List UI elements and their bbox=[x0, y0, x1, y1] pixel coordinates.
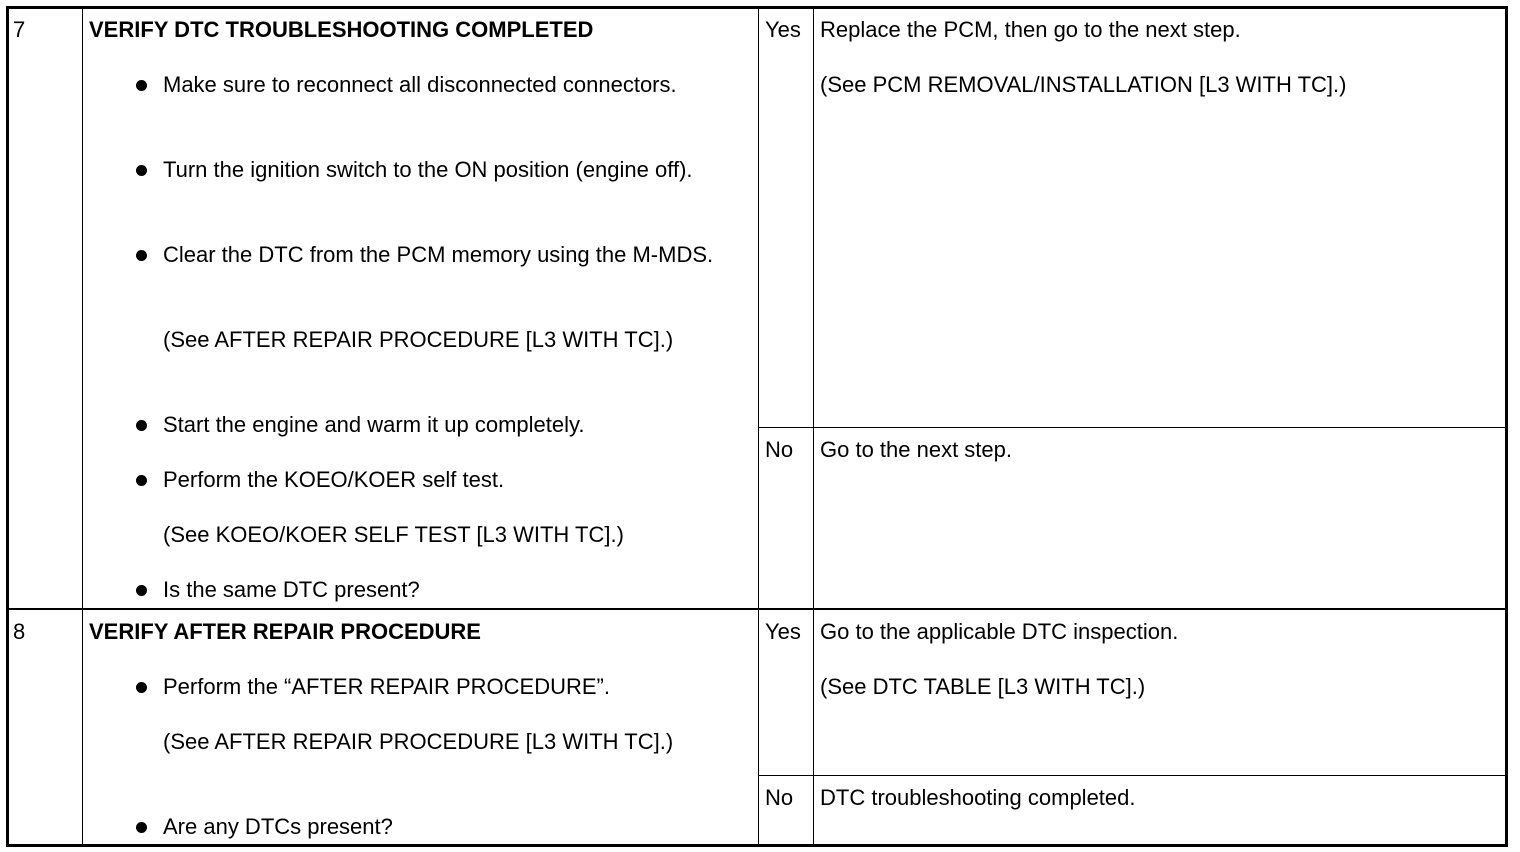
inspection-item: Turn the ignition switch to the ON position (engine off). bbox=[163, 157, 693, 182]
yes-no-divider-7 bbox=[758, 427, 1505, 428]
yes-no-divider-8 bbox=[758, 775, 1505, 776]
step-number: 7 bbox=[13, 17, 26, 42]
yes-reference: (See DTC TABLE [L3 WITH TC].) bbox=[820, 674, 1146, 699]
step-number: 8 bbox=[13, 619, 26, 644]
inspection-reference: (See AFTER REPAIR PROCEDURE [L3 WITH TC].) bbox=[163, 729, 674, 754]
inspection-reference: (See KOEO/KOER SELF TEST [L3 WITH TC].) bbox=[163, 522, 624, 547]
yes-label: Yes bbox=[765, 619, 801, 644]
yes-action: Replace the PCM, then go to the next step. bbox=[820, 17, 1241, 42]
bullet-icon bbox=[136, 250, 147, 261]
inspection-item: Are any DTCs present? bbox=[163, 814, 393, 839]
inspection-item: Make sure to reconnect all disconnected connectors. bbox=[163, 72, 677, 97]
no-action: DTC troubleshooting completed. bbox=[820, 785, 1136, 810]
yes-label: Yes bbox=[765, 17, 801, 42]
no-label: No bbox=[765, 437, 794, 462]
bullet-icon bbox=[136, 822, 147, 833]
inspection-item: Start the engine and warm it up completely. bbox=[163, 412, 585, 437]
inspection-item: Is the same DTC present? bbox=[163, 577, 420, 602]
no-action: Go to the next step. bbox=[820, 437, 1013, 462]
bullet-icon bbox=[136, 420, 147, 431]
bullet-icon bbox=[136, 585, 147, 596]
inspection-item: Perform the KOEO/KOER self test. bbox=[163, 467, 505, 492]
no-label: No bbox=[765, 785, 794, 810]
yes-reference: (See PCM REMOVAL/INSTALLATION [L3 WITH TC].) bbox=[820, 72, 1347, 97]
yes-action: Go to the applicable DTC inspection. bbox=[820, 619, 1179, 644]
step-title: VERIFY AFTER REPAIR PROCEDURE bbox=[89, 619, 481, 644]
inspection-reference: (See AFTER REPAIR PROCEDURE [L3 WITH TC].) bbox=[163, 327, 674, 352]
inspection-item: Perform the “AFTER REPAIR PROCEDURE”. bbox=[163, 674, 610, 699]
bullet-icon bbox=[136, 80, 147, 91]
bullet-icon bbox=[136, 165, 147, 176]
step-title: VERIFY DTC TROUBLESHOOTING COMPLETED bbox=[89, 17, 594, 42]
bullet-icon bbox=[136, 475, 147, 486]
troubleshooting-table bbox=[6, 6, 1508, 847]
col-divider-step bbox=[82, 9, 83, 844]
bullet-icon bbox=[136, 682, 147, 693]
inspection-item: Clear the DTC from the PCM memory using the M-MDS. bbox=[163, 242, 714, 267]
row-divider bbox=[9, 608, 1505, 610]
